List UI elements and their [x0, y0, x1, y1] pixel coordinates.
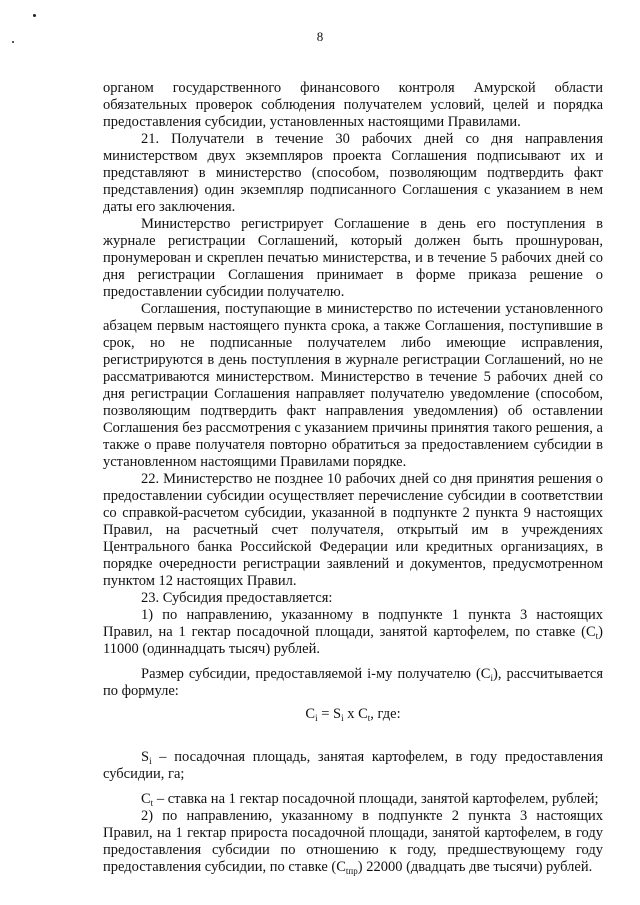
paragraph-21: 21. Получатели в течение 30 рабочих дней со дня направления министерством двух экземпляров проекта Соглашения подписывают их и представляют в министерство (способом, позволяющим подтвердить факт представления) один экземпляр подписанного Соглашения с указанием в нем даты его заключения. [103, 131, 603, 215]
page-number: 8 [316, 29, 324, 44]
definition-c: $C_t$ – ставка на 1 гектар посадочной площади, занятой картофелем, рублей; [141, 791, 599, 808]
item-1: 1) по направлению, указанному в подпункте 1 пункта 3 настоящих Правил, на 1 гектар посадочной площади, занятой картофелем, по ставке $(C_t)$ 11000 (одиннадцать тысяч) рублей. [103, 607, 603, 657]
paragraph-23: 23. Субсидия предоставляется: [141, 590, 333, 606]
subsidy-size-paragraph: Размер субсидии, предоставляемой i-му получателю $(C_i)$, рассчитывается по формуле: [103, 666, 604, 699]
definition-s: $S_i$ – посадочная площадь, занятая картофелем, в году предоставления субсидии, га; [103, 749, 603, 782]
document-body [103, 80, 603, 876]
paragraph-continuation: органом государственного финансового контроля Амурской области обязательных проверок соблюдения получателем условий, целей и порядка предоставления субсидии, установленных настоящими Правилами. [103, 80, 603, 130]
paragraph-registration: Министерство регистрирует Соглашение в день его поступления в журнале регистрации Соглашений, который должен быть прошнурован, пронумерован и скреплен печатью министерства, и в течение 5 рабочих дней со дня регистрации Соглашения принимает в форме приказа решение о предоставлении субсидии получателю. [103, 216, 603, 300]
paragraph-late-agreements: Соглашения, поступающие в министерство по истечении установленного абзацем первым настоящего пункта срока, а также Соглашения, поступившие в срок, но не подписанные получателем либо имеющие исправления, регистрируются в день поступления в журнале регистрации Соглашений, но не рассматриваются министерством. Министерство в течение 5 рабочих дней со дня регистрации Соглашения направляет получателю уведомление (способом, позволяющим подтвердить факт направления уведомления) об оставлении Соглашения без рассмотрения с указанием причины принятия такого решения, а также о праве получателя повторно обратиться за предоставлением субсидии в установленном настоящими Правилами порядке. [103, 301, 603, 470]
item-2: 2) по направлению, указанному в подпункте 2 пункта 3 настоящих Правил, на 1 гектар прироста посадочной площади, занятой картофелем, в году предоставления субсидии по отношению к году, предшествующему году предоставления субсидии, по ставке $(C_{tпр})$ 22000 (двадцать две тысячи) рублей. [103, 808, 603, 876]
formula: $C_i = S_i$ x $C_t$, где: [305, 706, 401, 723]
scan-speck [33, 14, 36, 17]
paragraph-22: 22. Министерство не позднее 10 рабочих дней со дня принятия решения о предоставлении субсидии осуществляет перечисление субсидии в соответствии со справкой-расчетом субсидии, указанной в подпункте 2 пункта 9 настоящих Правил, на расчетный счет получателя, открытый им в учреждениях Центрального банка Российской Федерации или кредитных организациях, в порядке очередности регистрации заявлений и документов, предусмотренном пунктом 12 настоящих Правил. [103, 471, 603, 589]
